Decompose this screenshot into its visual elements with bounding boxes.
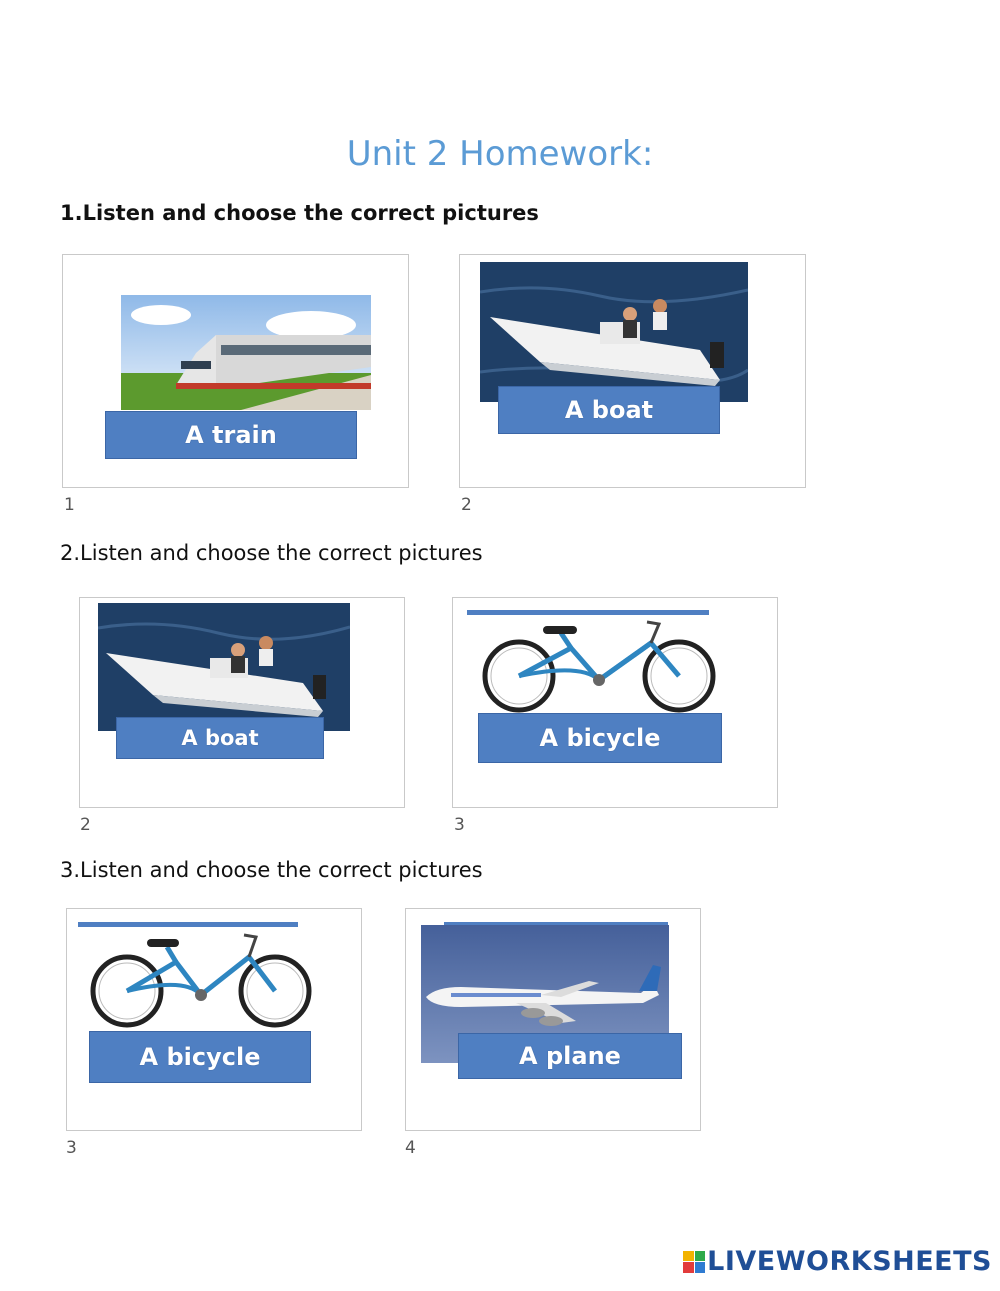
answer-label: A bicycle [89,1031,311,1083]
card-number: 4 [405,1138,416,1158]
answer-label: A bicycle [478,713,722,763]
question-2-prompt: 2.Listen and choose the correct pictures [60,541,483,565]
boat-image [480,262,748,402]
decorative-bar [467,610,709,615]
train-image [121,295,371,410]
card-number: 2 [80,815,91,835]
answer-label: A train [105,411,357,459]
card-number: 2 [461,495,472,515]
answer-label: A boat [116,717,324,759]
bicycle-image [471,618,729,713]
brand-name: LIVEWORKSHEETS [707,1246,992,1277]
answer-label: A plane [458,1033,682,1079]
decorative-bar [78,922,298,927]
answer-card-plane[interactable] [405,908,701,1131]
answer-card-boat[interactable] [459,254,806,488]
answer-card-train[interactable] [62,254,409,488]
page-title: Unit 2 Homework: [346,134,654,174]
answer-card-bicycle[interactable] [452,597,778,808]
card-number: 3 [66,1138,77,1158]
card-number: 1 [64,495,75,515]
question-3-prompt: 3.Listen and choose the correct pictures [60,858,483,882]
bicycle-image [81,929,317,1029]
question-1-prompt: 1.Listen and choose the correct pictures [60,201,539,225]
boat-image [98,603,350,731]
answer-label: A boat [498,386,720,434]
card-number: 3 [454,815,465,835]
answer-card-bicycle[interactable] [66,908,362,1131]
liveworksheets-logo [683,1246,992,1277]
answer-card-boat[interactable] [79,597,405,808]
liveworksheets-icon [683,1251,705,1273]
